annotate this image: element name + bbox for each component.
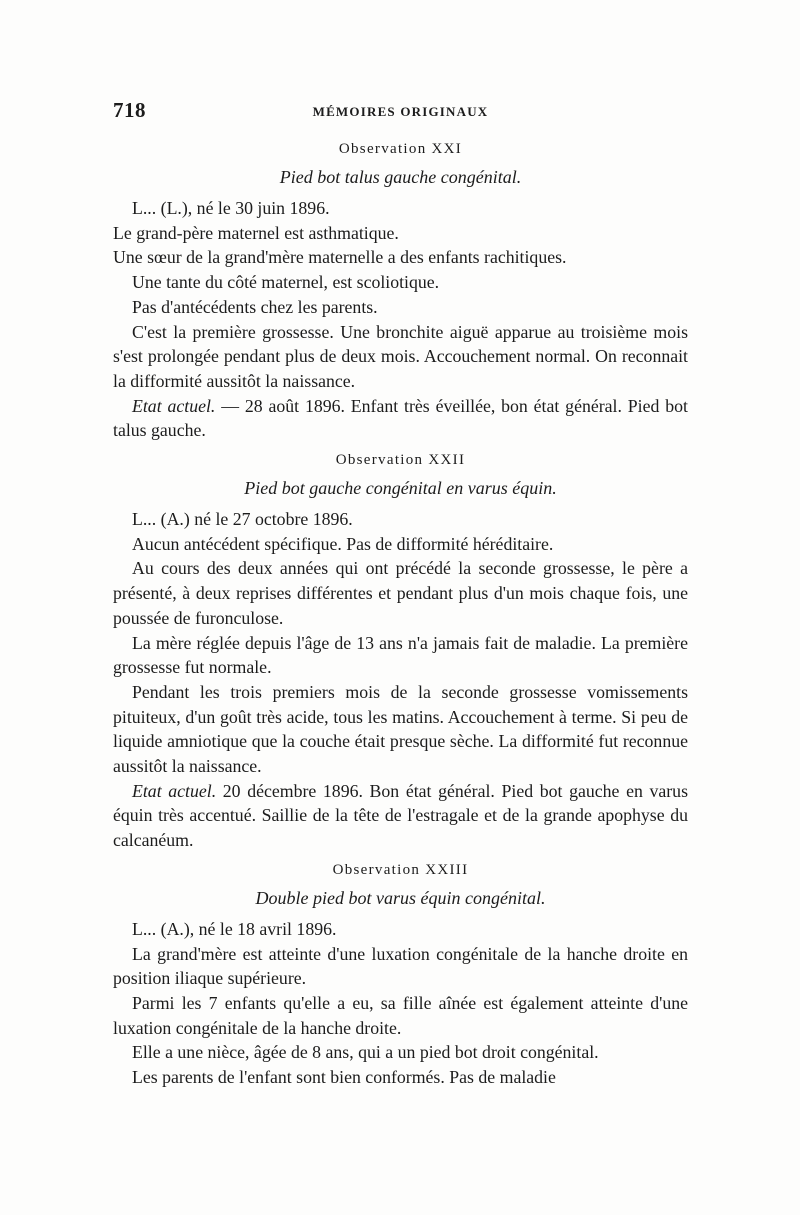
etat-label: Etat actuel. (132, 780, 217, 801)
paragraph: Une sœur de la grand'mère maternelle a des enfants rachitiques. (113, 247, 567, 268)
etat-text: — 28 août 1896. Enfant très éveillée, bon état général. Pied bot talus gauche. (113, 395, 688, 441)
paragraph: Pendant les trois premiers mois de la seconde grossesse vomissements pituiteux, d'un goût très acide, tous les matins. Accouchement à terme. Si peu de liquide amniotique que la couche était presque sèche. La difformité fut reconnue aussitôt la naissance. (113, 681, 688, 777)
paragraph: Une tante du côté maternel, est scoliotique. (132, 272, 440, 293)
observation-heading: Observation XXI (338, 141, 463, 157)
paragraph: C'est la première grossesse. Une bronchite aiguë apparue au troisième mois s'est prolongée pendant plus de deux mois. Accouchement normal. On reconnait la difformité aussitôt la naissance. (113, 321, 688, 391)
observation-subtitle: Pied bot talus gauche congénital. (279, 167, 522, 187)
body-text (113, 136, 688, 1090)
paragraph: Au cours des deux années qui ont précédé la seconde grossesse, le père a présenté, à deux reprises différentes et pendant plus d'un mois chaque fois, une poussée de furonculose. (113, 558, 688, 628)
paragraph: Aucun antécédent spécifique. Pas de difformité héréditaire. (132, 533, 554, 554)
page-number: 718 (113, 98, 146, 122)
observation-heading: Observation XXII (335, 452, 466, 469)
etat-paragraph (113, 779, 688, 853)
paragraph: Les parents de l'enfant sont bien conformés. Pas de maladie (132, 1067, 556, 1088)
observation-subtitle: Pied bot gauche congénital en varus équin. (244, 478, 557, 499)
paragraph: Pas d'antécédents chez les parents. (132, 296, 378, 317)
paragraph: Le grand-père maternel est asthmatique. (113, 222, 399, 243)
observation-subtitle: Double pied bot varus équin congénital. (255, 887, 546, 908)
paragraph: La mère réglée depuis l'âge de 13 ans n'a jamais fait de maladie. La première grossesse fut normale. (113, 632, 688, 678)
observation-23 (113, 857, 688, 1090)
paragraph: Parmi les 7 enfants qu'elle a eu, sa fille aînée est également atteinte d'une luxation congénitale de la hanche droite. (113, 992, 688, 1038)
paragraph: L... (A.) né le 27 octobre 1896. (132, 509, 353, 530)
etat-label: Etat actuel. (132, 395, 216, 416)
observation-21 (113, 136, 688, 443)
observation-heading: Observation XXIII (332, 861, 469, 878)
observation-22 (113, 447, 688, 853)
etat-paragraph (113, 394, 688, 443)
paragraph: La grand'mère est atteinte d'une luxation congénitale de la hanche droite en position iliaque supérieure. (113, 943, 688, 989)
etat-text: 20 décembre 1896. Bon état général. Pied bot gauche en varus équin très accentué. Saillie de la tête de l'estragale et de la grande apophyse du calcanéum. (113, 780, 688, 851)
paragraph: Elle a une nièce, âgée de 8 ans, qui a un pied bot droit congénital. (132, 1042, 599, 1063)
paragraph: L... (L.), né le 30 juin 1896. (132, 198, 330, 218)
running-title: MÉMOIRES ORIGINAUX (312, 104, 489, 119)
paragraph: L... (A.), né le 18 avril 1896. (132, 918, 337, 939)
running-head (113, 98, 688, 128)
